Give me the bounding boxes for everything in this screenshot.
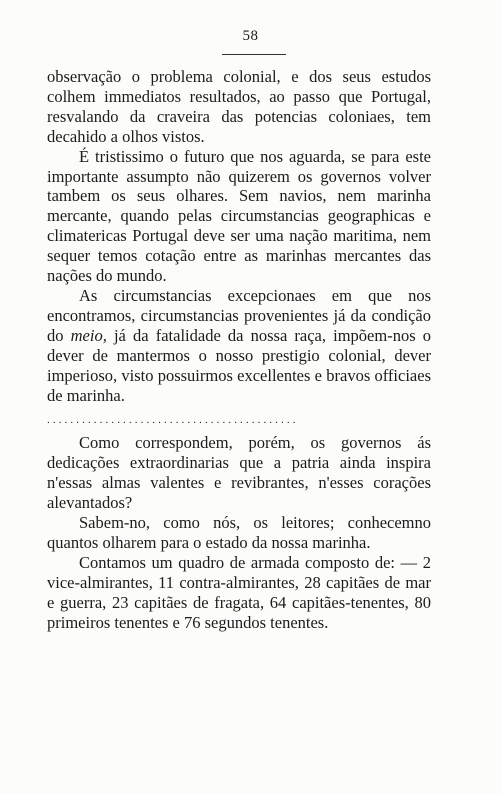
paragraph-5: Sabem-no, como nós, os leitores; conhecemno quantos olharem para o estado da nossa marinha.: [47, 513, 431, 552]
page-number: 58: [242, 28, 259, 44]
dot-separator: ...........................................: [47, 414, 299, 427]
body-text: [47, 67, 431, 632]
paragraph-2: É tristissimo o futuro que nos aguarda, se para este importante assumpto não quizerem os governos volver tambem os seus olhares. Sem navios, nem marinha mercante, quando pelas circumstancias geographicas e climatericas Portugal deve ser uma nação maritima, nem sequer temos cotação entre as marinhas mercantes das nações do mundo.: [47, 146, 431, 286]
header-rule: [222, 54, 286, 55]
paragraph-3-text-before: As circumstancias excepcionaes em que nos encontramos, circumstancias provenientes já da condição do: [47, 285, 431, 345]
paragraph-6: Contamos um quadro de armada composto de: — 2 vice-almirantes, 11 contra-almirantes, 28 capitães de mar e guerra, 23 capitães de fragata, 64 capitães-tenentes, 80 primeiros tenentes e 76 segundos tenentes.: [47, 552, 431, 632]
paragraph-3: [47, 286, 431, 405]
emphasized-word: meio,: [70, 325, 107, 345]
paragraph-3-text-after: já da fatalidade da nossa raça, impõem-nos o dever de mantermos o nosso prestigio colonial, dever imperioso, visto possuirmos excellentes e bravos officiaes de marinha.: [47, 325, 432, 405]
paragraph-1: observação o problema colonial, e dos seus estudos colhem immediatos resultados, ao passo que Portugal, resvalando da craveira das potencias coloniaes, tem decahido a olhos vistos.: [47, 67, 431, 146]
paragraph-4: Como correspondem, porém, os governos ás dedicações extraordinarias que a patria ainda inspira n'essas almas valentes e revibrantes, n'esses corações alevantados?: [47, 433, 431, 513]
